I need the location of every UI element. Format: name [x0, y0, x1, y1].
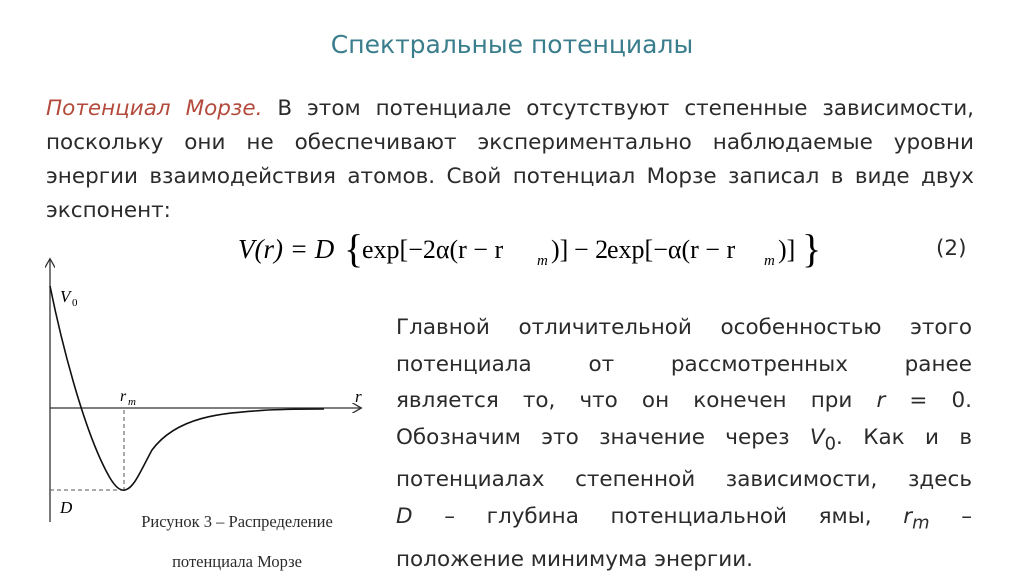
d-label: D: [60, 498, 73, 517]
v0-sub: 0: [72, 297, 78, 309]
formula-brace-close: }: [802, 226, 822, 271]
morse-potential-figure: [0, 250, 380, 530]
main-line: положение минимума энергии.: [396, 546, 753, 572]
figure-caption: [124, 502, 350, 582]
main-line: [396, 420, 972, 463]
symbol-rm: r: [903, 503, 913, 529]
morse-curve: [50, 286, 324, 490]
symbol-D: D: [396, 503, 413, 529]
formula-term1: exp[−2α(r − r: [362, 235, 504, 264]
symbol-r: r: [876, 388, 886, 413]
formula-lhs: V(r) = D: [238, 234, 335, 264]
rm-sub: m: [128, 396, 136, 408]
symbol-subscript: m: [912, 512, 930, 534]
text-run: Обозначим это значение через: [396, 424, 810, 450]
equation-number: (2): [936, 236, 967, 261]
symbol-subscript: 0: [824, 432, 837, 454]
text-run: является то, что он конечен при: [396, 388, 877, 413]
text-run: = 0.: [885, 388, 972, 413]
slide-title: Спектральные потенциалы: [330, 30, 694, 59]
formula-sub1: m: [537, 253, 548, 269]
formula-sub2: m: [764, 253, 775, 269]
text-run: – глубина потенциальной ямы,: [412, 503, 904, 529]
main-paragraph: [396, 310, 972, 578]
formula-minus: − 2: [574, 235, 609, 264]
main-line: [396, 383, 972, 420]
intro-text: В этом потенциале отсутствуют степенные зависимости, поскольку они не обеспечивают экспериментально наблюдаемые уровни энергии взаимодействия атомов. Свой потенциал Морзе записал в виде двух экспонент:: [46, 96, 974, 223]
caption-line: Рисунок 3 – Распределение: [141, 512, 333, 531]
main-line: потенциала от рассмотренных ранее: [396, 351, 972, 377]
main-line: Главной отличительной особенностью этого: [396, 315, 972, 340]
v0-label: V: [60, 287, 71, 306]
rm-label: r: [120, 388, 127, 405]
symbol-V: V: [809, 424, 825, 450]
intro-paragraph: [46, 92, 974, 228]
main-line: потенциалах степенной зависимости, здесь: [396, 467, 972, 493]
formula-term2: exp[−α(r − r: [607, 235, 736, 264]
text-run: . Как и в: [836, 424, 972, 450]
text-run: –: [929, 503, 972, 529]
caption-line: потенциала Морзе: [172, 552, 302, 571]
formula-brace-open: {: [344, 226, 364, 271]
r-axis-label: r: [355, 387, 362, 406]
formula-close1: )]: [551, 235, 569, 264]
lead-term: Потенциал Морзе.: [46, 96, 263, 121]
main-line: [396, 499, 972, 542]
formula-close2: )]: [778, 235, 796, 264]
